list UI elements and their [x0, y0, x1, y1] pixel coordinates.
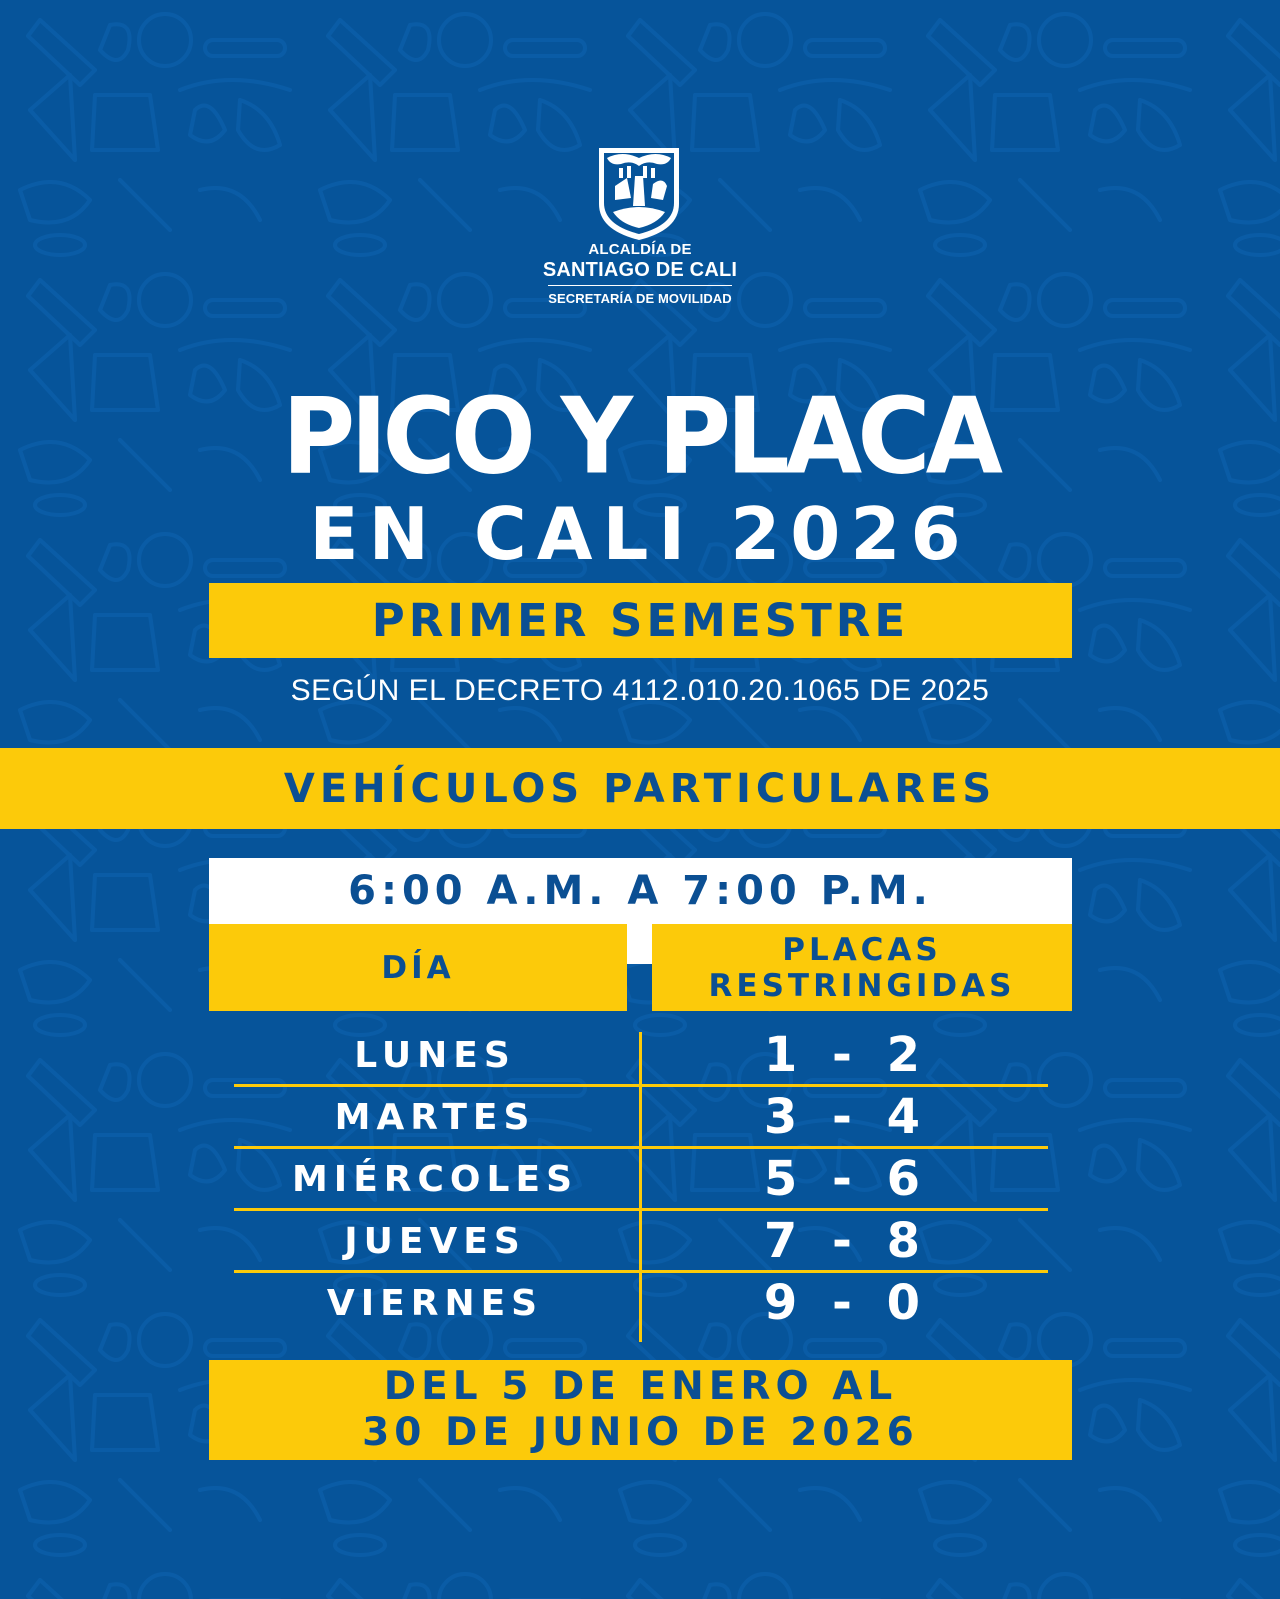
row-day: VIERNES	[326, 1282, 544, 1324]
row-day: LUNES	[354, 1034, 516, 1076]
column-header-day: DÍA	[209, 924, 627, 1011]
logo-line-2: SANTIAGO DE CALI	[542, 259, 738, 281]
row-plates: 1 - 2	[763, 1027, 925, 1083]
hours-header: 6:00 A.M. A 7:00 P.M.	[209, 858, 1072, 924]
row-plates: 7 - 8	[763, 1213, 925, 1269]
header-divider	[627, 924, 652, 964]
date-range-banner	[209, 1360, 1072, 1460]
row-day: JUEVES	[344, 1220, 526, 1262]
main-title: PICO Y PLACA	[281, 375, 999, 498]
row-plates: 3 - 4	[763, 1089, 925, 1145]
semester-banner: PRIMER SEMESTRE	[209, 583, 1072, 658]
table-row	[230, 1272, 1048, 1334]
table-row	[230, 1086, 1048, 1148]
table-row	[230, 1024, 1048, 1086]
logo-line-3: SECRETARÍA DE MOVILIDAD	[548, 291, 732, 306]
date-range-line-2: 30 DE JUNIO DE 2026	[362, 1410, 919, 1455]
table-row	[230, 1148, 1048, 1210]
main-subtitle: EN CALI 2026	[309, 492, 971, 576]
row-day: MARTES	[334, 1096, 536, 1138]
row-plates: 5 - 6	[763, 1151, 925, 1207]
vehicle-type-banner: VEHÍCULOS PARTICULARES	[0, 748, 1280, 829]
logo-divider	[548, 285, 732, 286]
logo-line-1: ALCALDÍA DE	[588, 241, 692, 258]
cali-coat-of-arms-icon	[597, 146, 681, 242]
column-header-plates	[652, 924, 1072, 1011]
column-header-plates-label: PLACAS RESTRINGIDAS	[708, 931, 1016, 1004]
date-range-line-1: DEL 5 DE ENERO AL	[383, 1364, 898, 1409]
table-row	[230, 1210, 1048, 1272]
row-plates: 9 - 0	[763, 1275, 925, 1331]
row-day: MIÉRCOLES	[291, 1158, 578, 1200]
decree-text: SEGÚN EL DECRETO 4112.010.20.1065 DE 2025	[290, 674, 990, 707]
